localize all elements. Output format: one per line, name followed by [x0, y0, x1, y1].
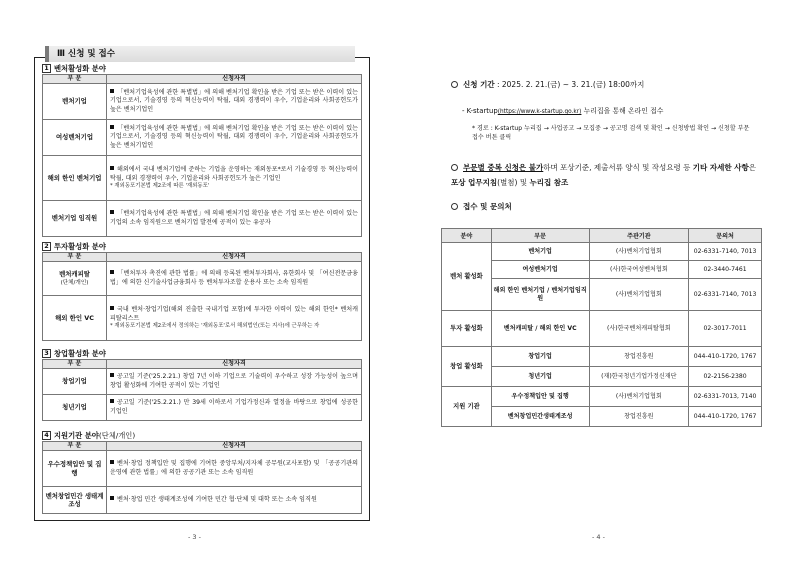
square-bullet-icon: [110, 270, 114, 274]
square-bullet-icon: [110, 399, 114, 403]
division-cell: 우수정책입안 및 집행: [43, 451, 107, 487]
table-row: [43, 296, 362, 341]
field-cell: 투자 활성화: [442, 311, 492, 347]
field-cell: 지원 기관: [442, 387, 492, 427]
header-qualification: 신청자격: [107, 75, 362, 84]
section-heading: [42, 241, 362, 252]
qualification-cell: 공고일 기준('25.2.21.) 만 39세 이하로서 기업가정신과 열정을 바탕으로 창업에 성공한 기업인: [107, 395, 362, 421]
division-cell: 창업기업: [43, 369, 107, 395]
phone-cell: 02-2156-2380: [689, 367, 762, 387]
table-row: [43, 84, 362, 120]
field-cell: 창업 활성화: [442, 347, 492, 387]
qualification-cell: 국내 벤처·창업기업(해외 진출한 국내기업 포함)에 투자한 이력이 있는 해외 한인* 벤처캐피탈리스트 * 재외동포기본법 제2조에서 정의하는 '재외동포'로서 해외법인(또는 지사)에 근무하는 자: [107, 296, 362, 341]
section-investment: [42, 241, 362, 341]
division-cell: 여성벤처기업: [491, 261, 589, 279]
division-cell: 청년기업: [491, 367, 589, 387]
square-bullet-icon: [110, 373, 114, 377]
kstartup-line: - K-startup(https://www.k-startup.go.kr) 누리집을 통해 온라인 접수: [462, 107, 664, 115]
org-cell: (사)한국벤처캐피탈협회: [589, 311, 689, 347]
section-number: 2: [42, 242, 51, 251]
section-startup: [42, 348, 362, 421]
header-division: 부 문: [43, 442, 107, 451]
header-qualification: 신청자격: [107, 442, 362, 451]
qualification-table: [42, 252, 362, 341]
section-title: 창업활성화 분야: [54, 349, 106, 358]
table-row: [442, 387, 762, 407]
section-heading: [42, 348, 362, 359]
circle-bullet-icon: [451, 164, 458, 171]
qualification-cell: 「벤처기업육성에 관한 특별법」에 의해 벤처기업 확인을 받은 기업 또는 받은 이력이 있는 기업으로서, 기술경영 등의 혁신능력이 탁월, 대외 경쟁력이 우수, 기업윤리와 사회공헌도가 높은 벤처기업인: [107, 120, 362, 156]
header-qualification: 신청자격: [107, 253, 362, 262]
qualification-cell: 공고일 기준('25.2.21.) 창업 7년 이하 기업으로 기술력이 우수하고 성장 가능성이 높으며 창업 활성화에 기여한 공적이 있는 기업인: [107, 369, 362, 395]
section-header: [45, 46, 355, 62]
division-cell: 벤처창업민간 생태계조성: [43, 487, 107, 514]
phone-cell: 044-410-1720, 1767: [689, 407, 762, 427]
header-organization: 주관기관: [589, 229, 689, 243]
table-row: [43, 395, 362, 421]
circle-bullet-icon: [451, 203, 458, 210]
section-venture: [42, 63, 362, 237]
period-item: [451, 80, 751, 90]
header-phone: 문의처: [689, 229, 762, 243]
division-cell: 벤처캐피탈 / 해외 한인 VC: [491, 311, 589, 347]
field-cell: 벤처 활성화: [442, 243, 492, 311]
section-title: 투자활성화 분야: [54, 242, 106, 251]
square-bullet-icon: [110, 496, 114, 500]
square-bullet-icon: [110, 210, 114, 214]
section-title: 지원기관 분야: [54, 431, 99, 440]
org-cell: (사)벤처기업협회: [589, 387, 689, 407]
division-cell: 여성벤처기업: [43, 120, 107, 156]
table-row: [43, 451, 362, 487]
division-cell: 벤처기업: [43, 84, 107, 120]
section-number: 1: [42, 64, 51, 73]
header-field: 분야: [442, 229, 492, 243]
contact-heading: 접수 및 문의처: [451, 202, 751, 212]
header-division: 부문: [491, 229, 589, 243]
section-heading: [42, 430, 362, 441]
phone-cell: 02-3017-7011: [689, 311, 762, 347]
duplicate-notice: 부문별 중복 신청은 불가하며 포상기준, 제출서류 양식 및 작성요령 등 기타 자세한 사항은 포상 업무지침(별첨) 및 누리집 참조: [451, 163, 756, 187]
division-cell: 창업기업: [491, 347, 589, 367]
table-row: [43, 487, 362, 514]
phone-cell: 044-410-1720, 1767: [689, 347, 762, 367]
qualification-table: [42, 359, 362, 421]
org-cell: (사)한국여성벤처협회: [589, 261, 689, 279]
table-row: [442, 311, 762, 347]
org-cell: (재)한국청년기업가정신재단: [589, 367, 689, 387]
org-cell: (사)벤처기업협회: [589, 243, 689, 261]
section-title: 벤처활성화 분야: [54, 64, 106, 73]
square-bullet-icon: [110, 125, 114, 129]
phone-cell: 02-6331-7140, 7013: [689, 243, 762, 261]
page-number: - 4 -: [592, 533, 605, 541]
square-bullet-icon: [110, 166, 114, 170]
org-cell: 창업진흥원: [589, 347, 689, 367]
phone-cell: 02-6331-7140, 7013: [689, 279, 762, 311]
header-division: 부 문: [43, 253, 107, 262]
qualification-cell: 「벤처기업육성에 관한 특별법」에 의해 벤처기업 확인을 받은 기업 또는 받은 이력이 있는 기업의 소속 임직원으로 벤처기업 발전에 공적이 있는 유공자: [107, 201, 362, 237]
section-subtitle: (단체/개인): [98, 431, 136, 440]
division-cell: 벤처캐피탈 (단체/개인): [43, 262, 107, 296]
square-bullet-icon: [110, 306, 114, 310]
table-row: [442, 347, 762, 367]
table-row: [43, 120, 362, 156]
header-division: 부 문: [43, 75, 107, 84]
table-row: [43, 156, 362, 201]
section-number: 3: [42, 349, 51, 358]
qualification-cell: 해외에서 국내 벤처기업에 준하는 기업을 운영하는 재외동포*로서 기술경영 등 혁신능력이 탁월, 대외 경쟁력이 우수, 기업윤리와 사회공헌도가 높은 기업인 * 재외동포기본법 제2조에 따른 '재외동포': [107, 156, 362, 201]
section-heading: [42, 63, 362, 74]
qualification-table: [42, 441, 362, 514]
org-cell: 창업진흥원: [589, 407, 689, 427]
application-path-note: * 경로 : K-startup 누리집 → 사업공고 → 모집중 → 공고명 검색 및 확인 → 신청방법 확인 → 신청할 부문 접수 버튼 클릭: [472, 125, 750, 141]
phone-cell: 02-3440-7461: [689, 261, 762, 279]
qualification-table: [42, 74, 362, 237]
period-label: 신청 기간: [463, 80, 495, 89]
table-row: [43, 201, 362, 237]
section-support: [42, 430, 362, 514]
division-cell: 해외 한인 벤처기업: [43, 156, 107, 201]
division-cell: 청년기업: [43, 395, 107, 421]
contact-table: [441, 228, 762, 427]
phone-cell: 02-6331-7013, 7140: [689, 387, 762, 407]
org-cell: (사)벤처기업협회: [589, 279, 689, 311]
division-cell: 해외 한인 벤처기업 / 벤처기업임직원: [491, 279, 589, 311]
division-cell: 우수정책입안 및 집행: [491, 387, 589, 407]
qualification-cell: 「벤처기업육성에 관한 특별법」에 의해 벤처기업 확인을 받은 기업 또는 받은 이력이 있는 기업으로서, 기술경영 등의 혁신능력이 탁월, 대외 경쟁력이 우수, 기업윤리와 사회공헌도가 높은 벤처기업인: [107, 84, 362, 120]
header-division: 부 문: [43, 360, 107, 369]
qualification-cell: 「벤처투자 촉진에 관한 법률」에 의해 등록된 벤처투자회사, 유한회사 및 「여신전문금융법」에 의한 신기술사업금융회사 등 벤처투자조합 운용사 또는 소속 임직원: [107, 262, 362, 296]
square-bullet-icon: [110, 89, 114, 93]
footnote: * 재외동포기본법 제2조에서 정의하는 '재외동포'로서 해외법인(또는 지사)에 근무하는 자: [110, 322, 320, 329]
kstartup-link[interactable]: (https://www.k-startup.go.kr): [497, 109, 582, 115]
division-cell: 해외 한인 VC: [43, 296, 107, 341]
division-cell: 벤처기업: [491, 243, 589, 261]
square-bullet-icon: [110, 460, 114, 464]
table-row: [442, 243, 762, 261]
qualification-cell: 벤처·창업 정책입안 및 집행에 기여한 중앙부처/지자체 공무원(교사포함) 및 「공공기관의 운영에 관한 법률」에 의한 공공기관 또는 소속 임직원: [107, 451, 362, 487]
division-cell: 벤처기업 임직원: [43, 201, 107, 237]
qualification-cell: 벤처·창업 민간 생태계조성에 기여한 민간 협·단체 및 대학 또는 소속 임직원: [107, 487, 362, 514]
section-title: Ⅲ 신청 및 접수: [49, 46, 355, 62]
circle-bullet-icon: [451, 81, 458, 88]
table-row: [43, 369, 362, 395]
header-qualification: 신청자격: [107, 360, 362, 369]
footnote: * 재외동포기본법 제2조에 따른 '재외동포': [110, 182, 210, 189]
page-number: - 3 -: [188, 533, 201, 541]
table-row: [43, 262, 362, 296]
division-cell: 벤처창업민간생태계조성: [491, 407, 589, 427]
period-value: : 2025. 2. 21.(금) ~ 3. 21.(금) 18:00까지: [494, 80, 645, 89]
section-number: 4: [42, 431, 51, 440]
